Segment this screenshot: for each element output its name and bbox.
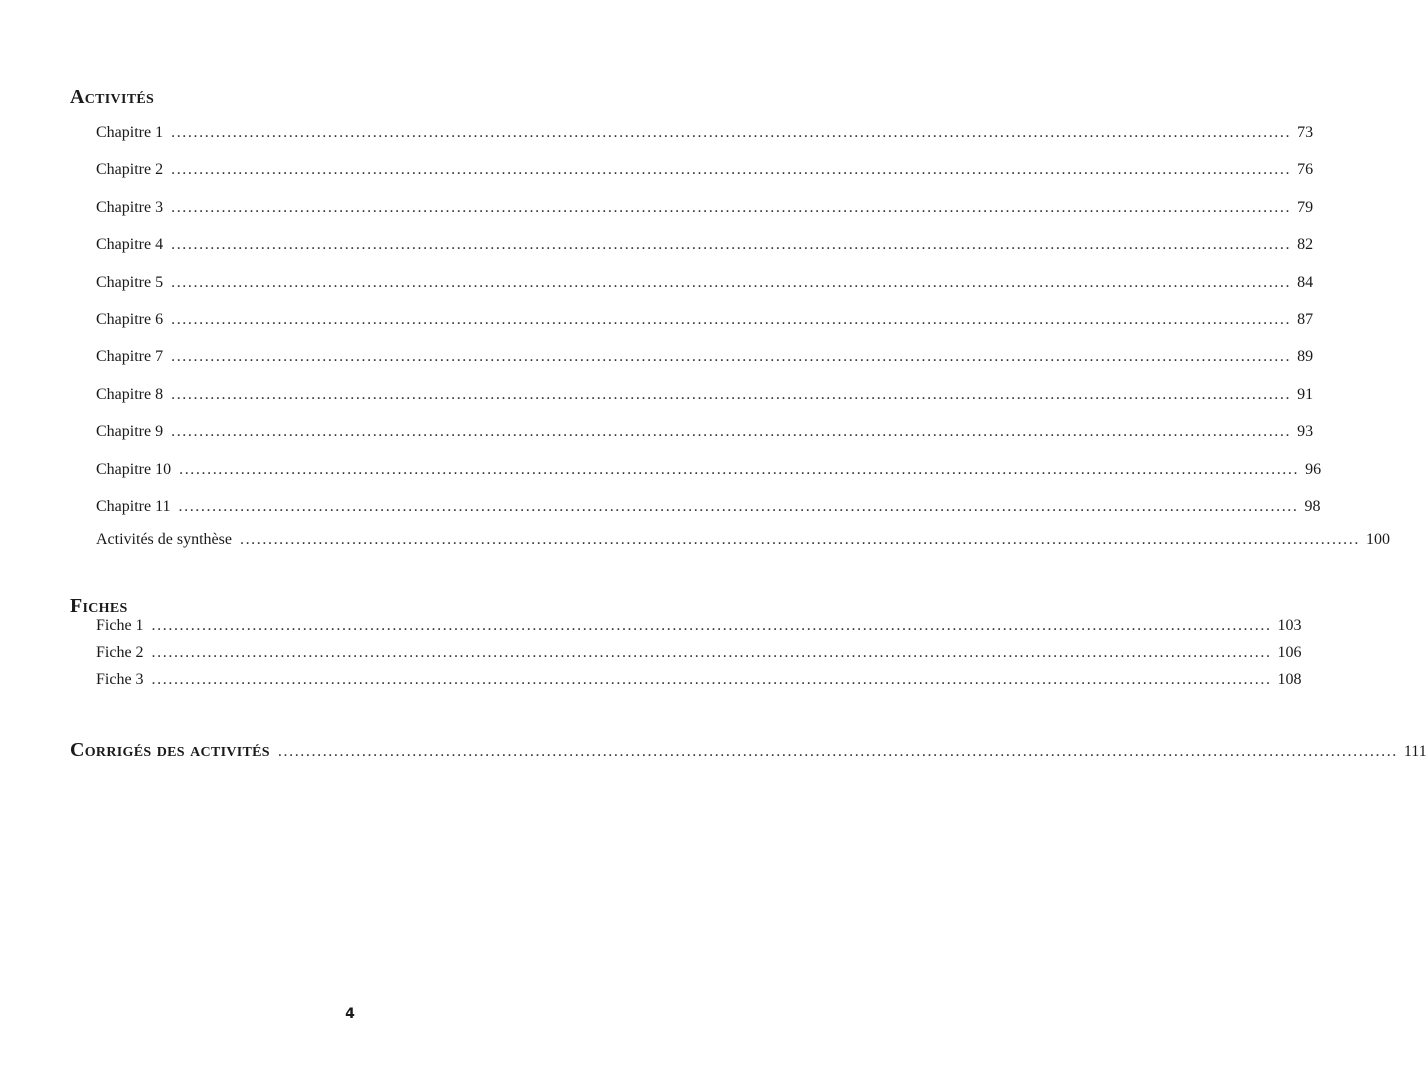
dot-leader: ........................................................................................................................................................................................................ (171, 124, 1292, 141)
dot-leader: ........................................................................................................................................................................................................ (171, 274, 1292, 291)
toc-entry-page: 76 (1297, 161, 1314, 178)
dot-leader: ........................................................................................................................................................................................................ (151, 617, 1272, 634)
toc-entry-label: Chapitre 1 (96, 124, 164, 141)
toc-entry (96, 644, 1302, 661)
dot-leader: ........................................................................................................................................................................................................ (171, 348, 1292, 365)
toc-entry-page: 106 (1277, 644, 1302, 661)
dot-leader: ........................................................................................................................................................................................................ (178, 498, 1299, 515)
dot-leader: ........................................................................................................................................................................................................ (179, 461, 1300, 478)
toc-entry-page: 87 (1297, 311, 1314, 328)
dot-leader: ........................................................................................................................................................................................................ (151, 671, 1272, 688)
toc-entry-label: Activités de synthèse (96, 531, 232, 548)
toc-entry (96, 236, 1314, 253)
toc-entry-label: Chapitre 11 (96, 498, 171, 515)
dot-leader: ........................................................................................................................................................................................................ (171, 311, 1292, 328)
toc-entry-page: 91 (1297, 386, 1314, 403)
dot-leader: ........................................................................................................................................................................................................ (171, 386, 1292, 403)
toc-entry-label: Chapitre 10 (96, 461, 172, 478)
toc-entry (96, 498, 1321, 515)
toc-entry-page: 111 (1403, 743, 1427, 760)
dot-leader: ........................................................................................................................................................................................................ (171, 423, 1292, 440)
toc-entry-page: 98 (1304, 498, 1321, 515)
toc-entry (96, 423, 1314, 440)
dot-leader: ........................................................................................................................................................................................................ (239, 531, 1360, 548)
section-heading-activites: Activités (70, 86, 155, 108)
toc-entry-label: Chapitre 7 (96, 348, 164, 365)
toc-entry-label: Chapitre 3 (96, 199, 164, 216)
toc-entry-page: 96 (1305, 461, 1322, 478)
dot-leader: ........................................................................................................................................................................................................ (171, 236, 1292, 253)
toc-entry (96, 348, 1314, 365)
dot-leader: ........................................................................................................................................................................................................ (277, 743, 1398, 760)
toc-entry (96, 161, 1314, 178)
toc-entry-corriges (70, 739, 1427, 761)
toc-entry-page: 82 (1297, 236, 1314, 253)
toc-entry (96, 531, 1390, 548)
toc-entry (96, 274, 1314, 291)
dot-leader: ........................................................................................................................................................................................................ (171, 161, 1292, 178)
toc-entry-label: Fiche 2 (96, 644, 144, 661)
toc-entry-label: Fiche 1 (96, 617, 144, 634)
toc-entry (96, 671, 1302, 688)
toc-entry (96, 461, 1322, 478)
toc-entry-label: Chapitre 2 (96, 161, 164, 178)
toc-entry-label: Chapitre 6 (96, 311, 164, 328)
toc-entry-page: 103 (1277, 617, 1302, 634)
toc-entry (96, 311, 1314, 328)
toc-entry (96, 386, 1314, 403)
toc-entry-page: 93 (1297, 423, 1314, 440)
toc-entry-label: Fiche 3 (96, 671, 144, 688)
dot-leader: ........................................................................................................................................................................................................ (151, 644, 1272, 661)
toc-entry (96, 124, 1314, 141)
toc-entry-label: Corrigés des activités (70, 739, 270, 761)
toc-entry-label: Chapitre 4 (96, 236, 164, 253)
section-heading-fiches: Fiches (70, 595, 128, 617)
page-number: 4 (345, 1006, 355, 1022)
toc-entry-label: Chapitre 9 (96, 423, 164, 440)
toc-entry-page: 73 (1297, 124, 1314, 141)
toc-entry-page: 79 (1297, 199, 1314, 216)
toc-entry-page: 89 (1297, 348, 1314, 365)
toc-entry-page: 108 (1277, 671, 1302, 688)
toc-entry-page: 100 (1365, 531, 1390, 548)
toc-entry (96, 617, 1302, 634)
toc-entry-label: Chapitre 8 (96, 386, 164, 403)
toc-entry-page: 84 (1297, 274, 1314, 291)
toc-entry (96, 199, 1314, 216)
dot-leader: ........................................................................................................................................................................................................ (171, 199, 1292, 216)
toc-entry-label: Chapitre 5 (96, 274, 164, 291)
